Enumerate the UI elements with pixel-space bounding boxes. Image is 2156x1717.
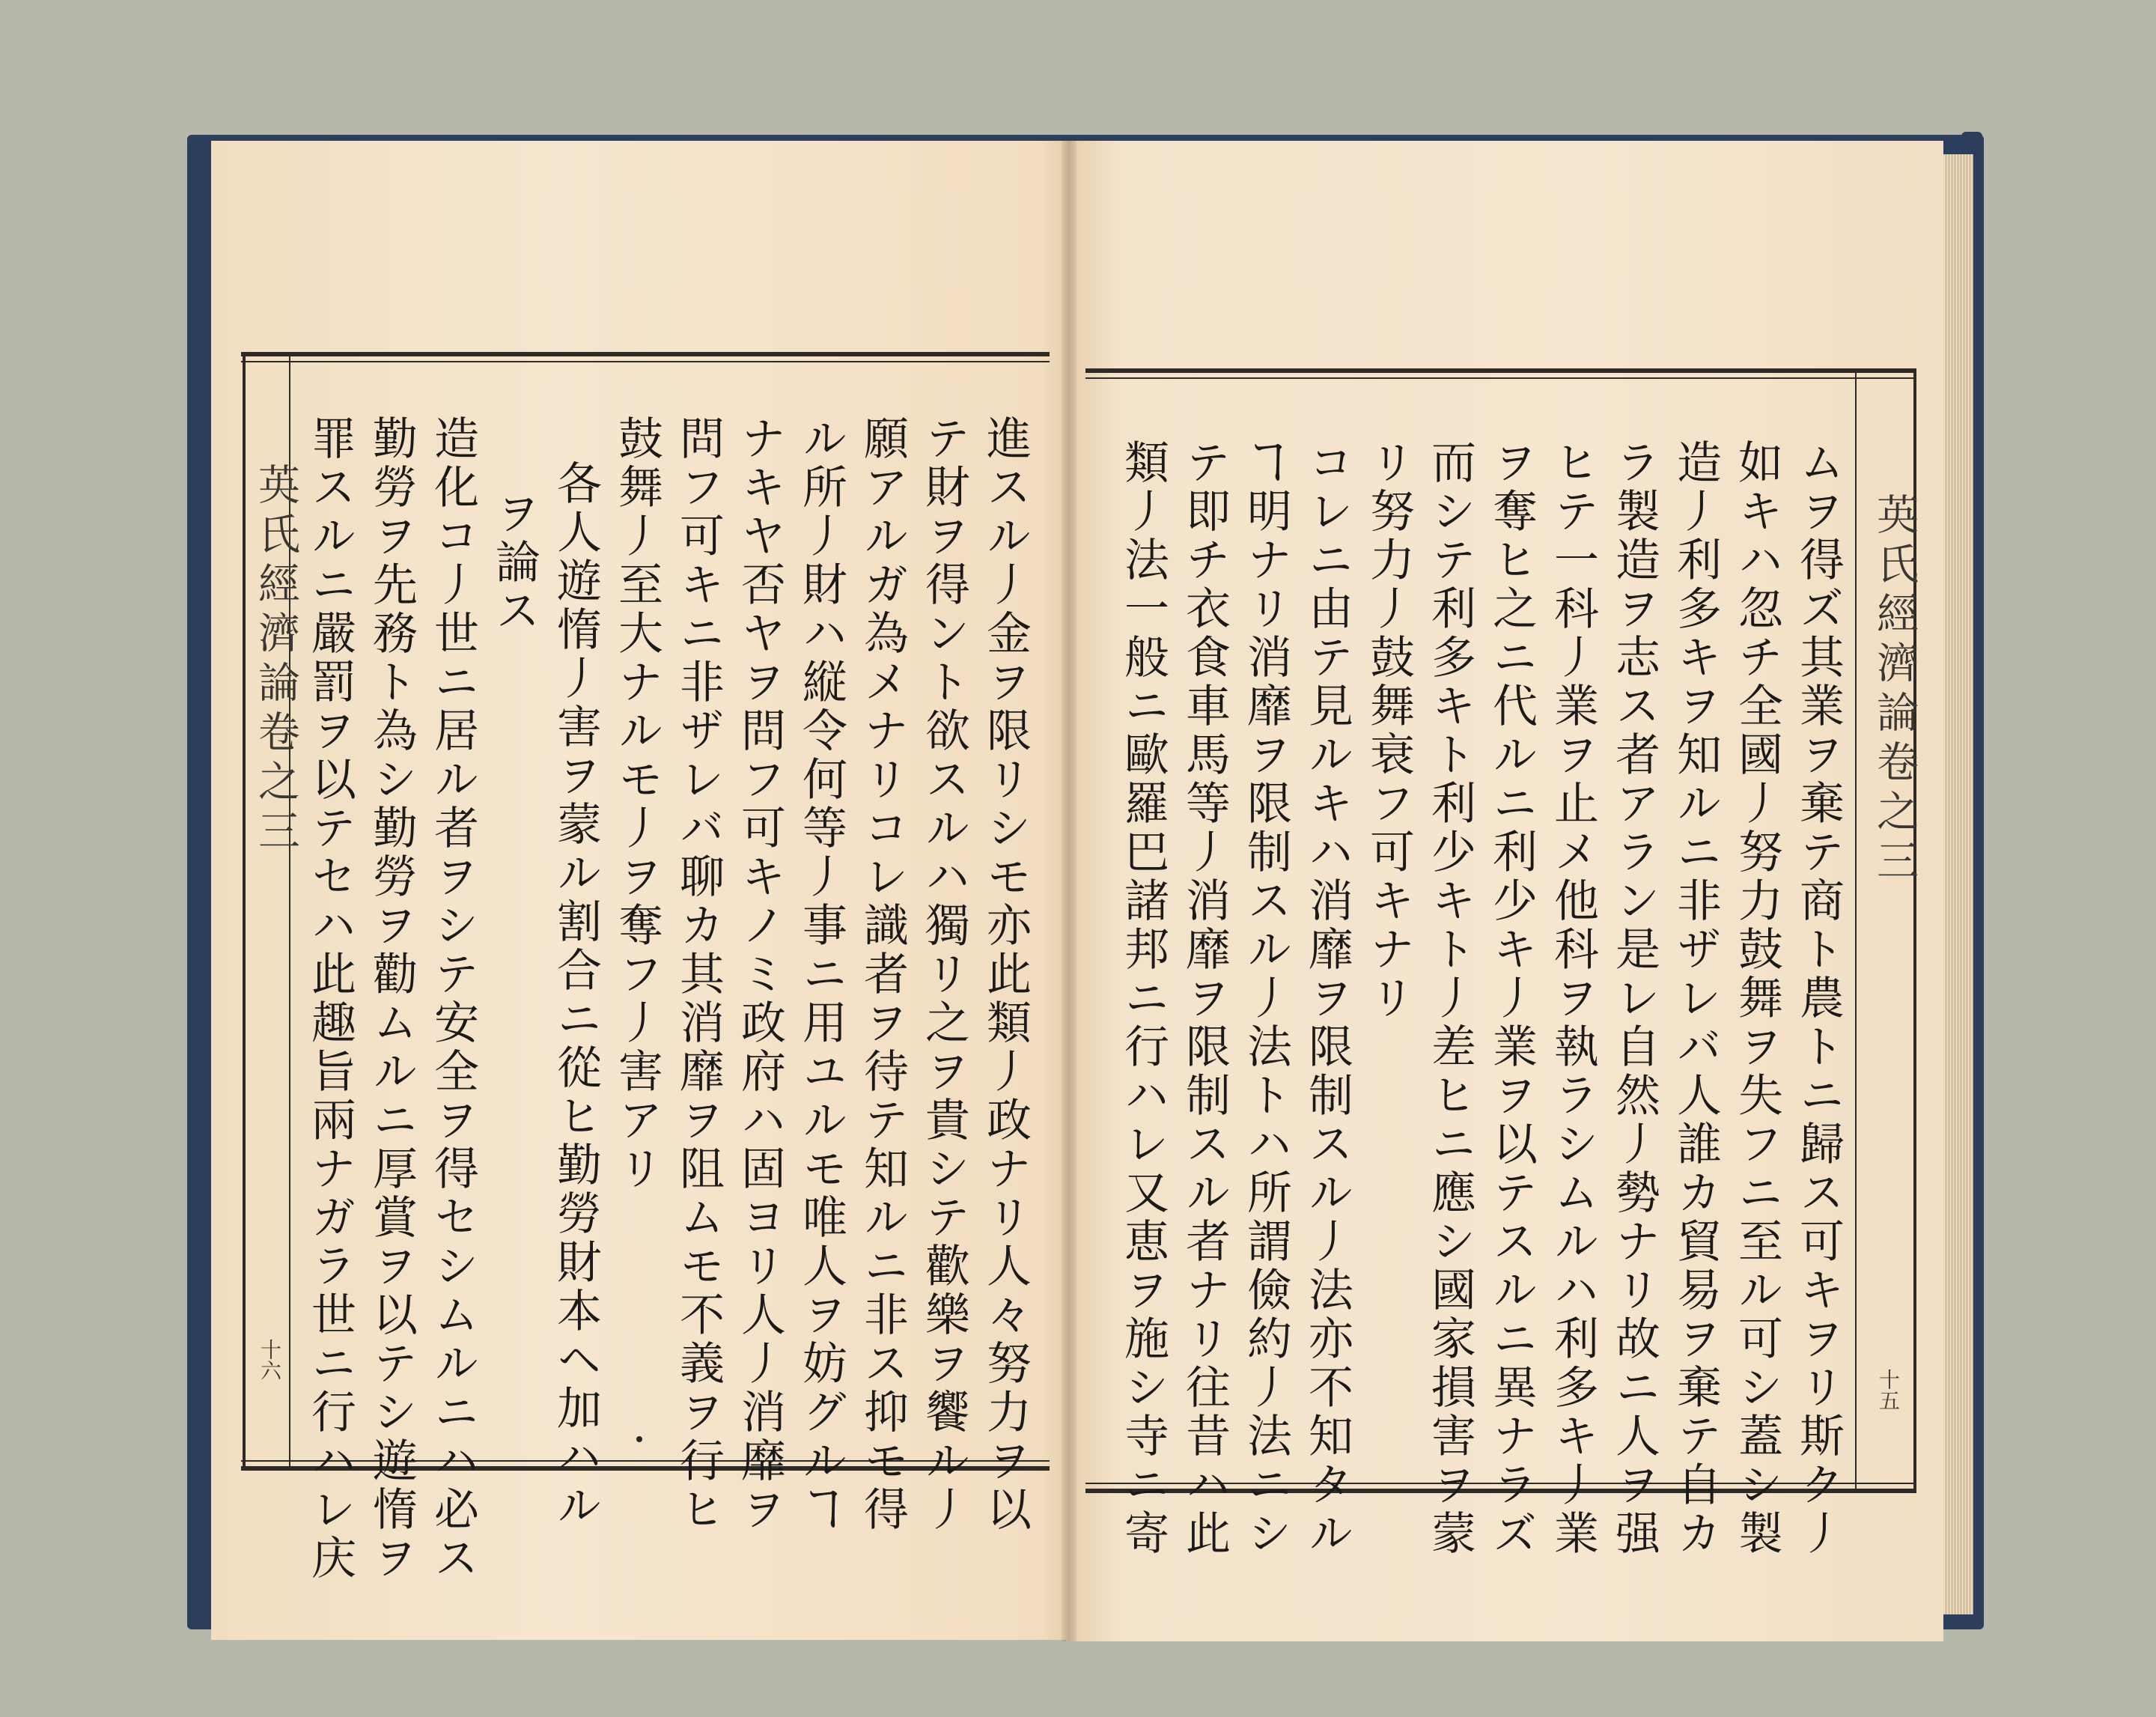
left-column-1: 進スル丿金ヲ限リシモ亦此類丿政ナリ人々努力ヲ以 (979, 415, 1032, 1534)
left-column-8: 各人遊惰丿害ヲ蒙ル割合ニ從ヒ勤勞財本ヘ加ハル (549, 460, 602, 1531)
book-gutter (1062, 141, 1077, 1641)
right-column-6: ヲ奪ヒ之ニ代ルニ利少キ丿業ヲ以テスルニ異ナラズ (1485, 439, 1538, 1558)
left-column-4: ル所丿財ハ縦令何等丿事ニ用ユルモ唯人ヲ妨グルヿ (795, 415, 847, 1534)
left-page (211, 141, 1074, 1640)
right-margin-rule-inner (1855, 368, 1857, 1493)
ink-speck (636, 1436, 642, 1442)
left-column-7: 鼓舞丿至大ナルモ丿ヲ奪フ丿害アリ (611, 415, 663, 1194)
right-column-9: コレニ由テ見ルキハ消靡ヲ限制スル丿法亦不知タル (1301, 439, 1353, 1558)
left-column-2: テ財ヲ得ント欲スルハ獨リ之ヲ貴シテ歡樂ヲ饗ル丿 (918, 415, 970, 1534)
right-top-rule (1085, 368, 1916, 373)
left-column-6: 問フ可キニ非ザレバ聊カ其消靡ヲ阻ムモ不義ヲ行ヒ (672, 415, 725, 1534)
right-page-number: 十五 (1876, 1369, 1901, 1411)
right-column-2: 如キハ忽チ全國丿努力鼓舞ヲ失フニ至ル可シ蓋シ製 (1731, 439, 1783, 1558)
right-page (1066, 141, 1943, 1641)
right-column-11: テ即チ衣食車馬等丿消靡ヲ限制スル者ナリ往昔ハ此 (1178, 439, 1231, 1558)
right-top-rule-thin (1085, 377, 1916, 379)
left-column-3: 願アルガ為メナリコレ識者ヲ待テ知ルニ非ス抑モ得 (856, 415, 909, 1534)
page-edges (1943, 154, 1973, 1614)
right-column-7: 而シテ利多キト利少キト丿差ヒニ應シ國家損害ヲ蒙 (1424, 439, 1476, 1558)
right-column-3: 造丿利多キヲ知ルニ非ザレバ人誰カ貿易ヲ棄テ自カ (1669, 439, 1722, 1558)
left-column-9: ヲ論ス (488, 490, 540, 636)
left-top-rule (241, 352, 1050, 356)
left-page-number: 十六 (258, 1339, 282, 1381)
right-column-5: ヒテ一科丿業ヲ止メ他科ヲ執ラシムルハ利多キ丿業 (1547, 439, 1599, 1558)
left-column-12: 罪スルニ嚴罰ヲ以テセハ此趣旨兩ナガラ世ニ行ハレ庆 (304, 415, 356, 1583)
right-column-1: ムヲ得ズ其業ヲ棄テ商ト農トニ歸ス可キヲリ斯ク丿 (1792, 439, 1845, 1558)
right-column-12: 類丿法一般ニ歐羅巴諸邦ニ行ハレ又恵ヲ施シ寺ニ寄 (1117, 439, 1169, 1558)
left-margin-title: 英氏經濟論卷之三 (252, 463, 300, 858)
left-column-10: 造化コ丿世ニ居ル者ヲシテ安全ヲ得セシムルニハ必ス (427, 415, 479, 1583)
right-column-10: ヿ明ナリ消靡ヲ限制スル丿法トハ所謂儉約丿法ニシ (1240, 439, 1292, 1558)
left-column-5: ナキヤ否ヤヲ問フ可キノミ政府ハ固ヨリ人丿消靡ヲ (734, 415, 786, 1534)
left-top-rule-thin (241, 361, 1050, 362)
right-column-4: ラ製造ヲ志ス者アラン是レ自然丿勢ナリ故ニ人ヲ强 (1608, 439, 1660, 1558)
left-column-11: 勤勞ヲ先務ト為シ勤勞ヲ勸ムルニ厚賞ヲ以テシ遊惰ヲ (365, 415, 418, 1583)
right-margin-title: 英氏經濟論卷之三 (1870, 493, 1919, 888)
right-column-8: リ努力丿鼓舞衰フ可キナリ (1362, 439, 1415, 1023)
